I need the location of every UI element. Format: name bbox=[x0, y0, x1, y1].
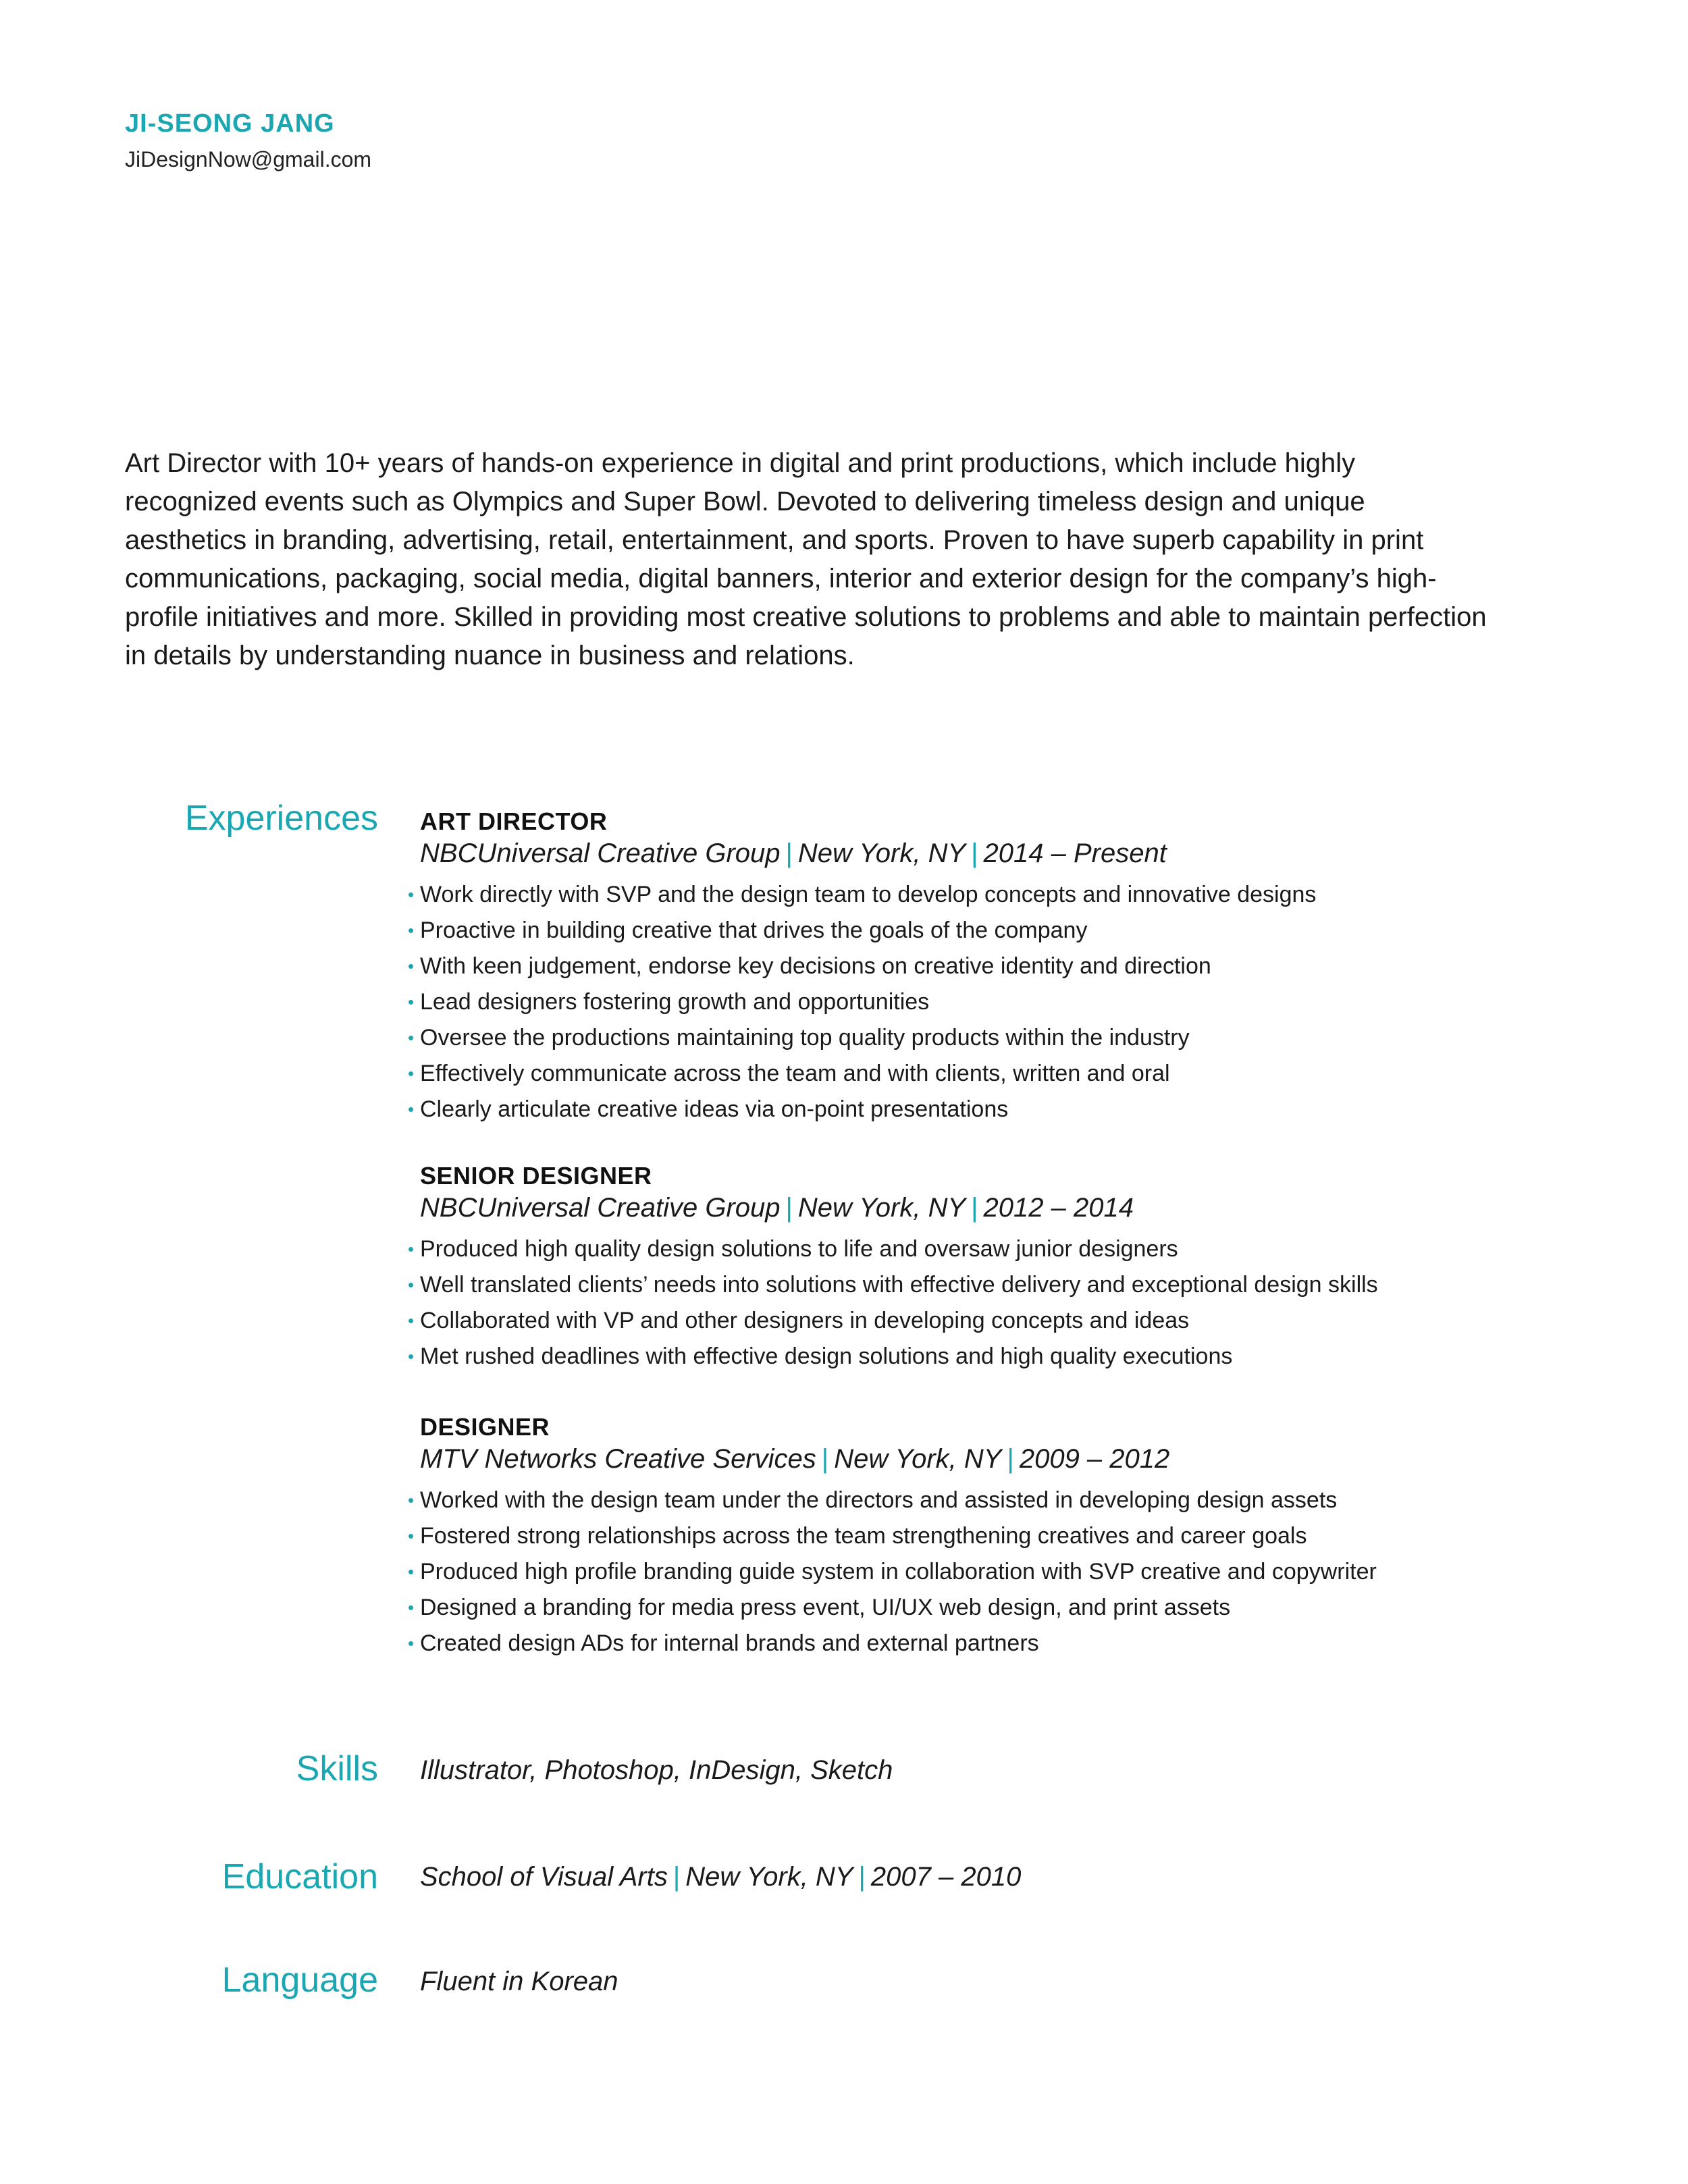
list-item: • Effectively communicate across the team and with clients, written and oral bbox=[406, 1056, 1568, 1092]
list-item: • Produced high quality design solutions to life and oversaw junior designers bbox=[406, 1231, 1568, 1267]
bullet-dot-icon: • bbox=[408, 1275, 415, 1295]
bullet-dot-icon: • bbox=[408, 1239, 415, 1259]
list-item: • Oversee the productions maintaining top quality products within the industry bbox=[406, 1020, 1568, 1056]
candidate-name: JI-SEONG JANG bbox=[125, 109, 335, 138]
contact-email[interactable]: JiDesignNow@gmail.com bbox=[125, 147, 372, 171]
job-dates: 2009 – 2012 bbox=[1019, 1444, 1170, 1474]
list-item: • Collaborated with VP and other designers in developing concepts and ideas bbox=[406, 1303, 1568, 1339]
bullet-dot-icon: • bbox=[408, 1490, 415, 1510]
separator: | bbox=[785, 1193, 793, 1223]
job-bullets bbox=[406, 1231, 1568, 1375]
separator: | bbox=[971, 1193, 978, 1223]
bullet-dot-icon: • bbox=[408, 1099, 415, 1119]
job-location: New York, NY bbox=[797, 1193, 966, 1223]
job-dates: 2014 – Present bbox=[983, 838, 1167, 868]
section-heading-experiences: Experiences bbox=[184, 799, 378, 838]
bullet-dot-icon: • bbox=[408, 1633, 415, 1653]
bullet-dot-icon: • bbox=[408, 956, 415, 976]
job-company: NBCUniversal Creative Group bbox=[420, 1193, 781, 1223]
bullet-dot-icon: • bbox=[408, 920, 415, 940]
education-location: New York, NY bbox=[685, 1862, 853, 1892]
bullet-dot-icon: • bbox=[408, 1526, 415, 1546]
job-meta bbox=[420, 836, 1568, 870]
job-entry bbox=[408, 807, 1568, 1127]
skills-list: Illustrator, Photoshop, InDesign, Sketch bbox=[420, 1755, 893, 1785]
list-item: • Lead designers fostering growth and opportunities bbox=[406, 984, 1568, 1020]
separator: | bbox=[971, 838, 978, 868]
job-title: ART DIRECTOR bbox=[420, 807, 608, 835]
education-dates: 2007 – 2010 bbox=[870, 1862, 1022, 1892]
job-meta bbox=[420, 1191, 1568, 1225]
job-dates: 2012 – 2014 bbox=[983, 1193, 1134, 1223]
bullet-dot-icon: • bbox=[408, 1310, 415, 1331]
separator: | bbox=[672, 1862, 681, 1892]
list-item: • Work directly with SVP and the design team to develop concepts and innovative designs bbox=[406, 877, 1568, 913]
list-item: • Worked with the design team under the directors and assisted in developing design assets bbox=[406, 1483, 1568, 1518]
job-company: NBCUniversal Creative Group bbox=[420, 838, 781, 868]
bullet-dot-icon: • bbox=[408, 1346, 415, 1366]
section-heading-language: Language bbox=[221, 1961, 378, 2000]
job-meta bbox=[420, 1442, 1568, 1476]
section-heading-skills: Skills bbox=[296, 1749, 378, 1788]
separator: | bbox=[821, 1444, 829, 1474]
job-title: SENIOR DESIGNER bbox=[420, 1162, 652, 1190]
bullet-dot-icon: • bbox=[408, 1597, 415, 1618]
job-company: MTV Networks Creative Services bbox=[420, 1444, 816, 1474]
job-location: New York, NY bbox=[797, 838, 966, 868]
list-item: • Well translated clients’ needs into solutions with effective delivery and exceptional design skills bbox=[406, 1267, 1568, 1303]
list-item: • Clearly articulate creative ideas via on-point presentations bbox=[406, 1092, 1568, 1127]
bullet-dot-icon: • bbox=[408, 1063, 415, 1084]
separator: | bbox=[858, 1862, 866, 1892]
job-location: New York, NY bbox=[834, 1444, 1002, 1474]
language-entry: Fluent in Korean bbox=[420, 1967, 618, 1996]
list-item: • Produced high profile branding guide system in collaboration with SVP creative and copywriter bbox=[406, 1554, 1568, 1590]
list-item: • Fostered strong relationships across the team strengthening creatives and career goals bbox=[406, 1518, 1568, 1554]
list-item: • With keen judgement, endorse key decisions on creative identity and direction bbox=[406, 949, 1568, 984]
job-bullets bbox=[406, 877, 1568, 1127]
separator: | bbox=[1007, 1444, 1014, 1474]
list-item: • Created design ADs for internal brands and external partners bbox=[406, 1626, 1568, 1661]
bullet-dot-icon: • bbox=[408, 1028, 415, 1048]
professional-summary: Art Director with 10+ years of hands-on experience in digital and print productions, which include highly recognized events such as Olympics and Super Bowl. Devoted to delivering timeless design and unique aesthetics in branding, advertising, retail, entertainment, and sports. Proven to have superb capability in print communications, packaging, social media, digital banners, interior and exterior design for the company’s high-profile initiatives and more. Skilled in providing most creative solutions to problems and able to maintain perfection in details by understanding nuance in business and relations. bbox=[125, 448, 1487, 670]
job-entry bbox=[408, 1161, 1568, 1375]
job-entry bbox=[408, 1412, 1568, 1661]
list-item: • Designed a branding for media press event, UI/UX web design, and print assets bbox=[406, 1590, 1568, 1626]
job-bullets bbox=[406, 1483, 1568, 1661]
education-entry bbox=[420, 1862, 1021, 1892]
bullet-dot-icon: • bbox=[408, 884, 415, 905]
separator: | bbox=[785, 838, 793, 868]
section-heading-education: Education bbox=[221, 1857, 378, 1896]
bullet-dot-icon: • bbox=[408, 1562, 415, 1582]
education-school: School of Visual Arts bbox=[420, 1862, 668, 1892]
list-item: • Met rushed deadlines with effective design solutions and high quality executions bbox=[406, 1339, 1568, 1375]
list-item: • Proactive in building creative that drives the goals of the company bbox=[406, 913, 1568, 949]
job-title: DESIGNER bbox=[420, 1413, 550, 1441]
bullet-dot-icon: • bbox=[408, 992, 415, 1012]
